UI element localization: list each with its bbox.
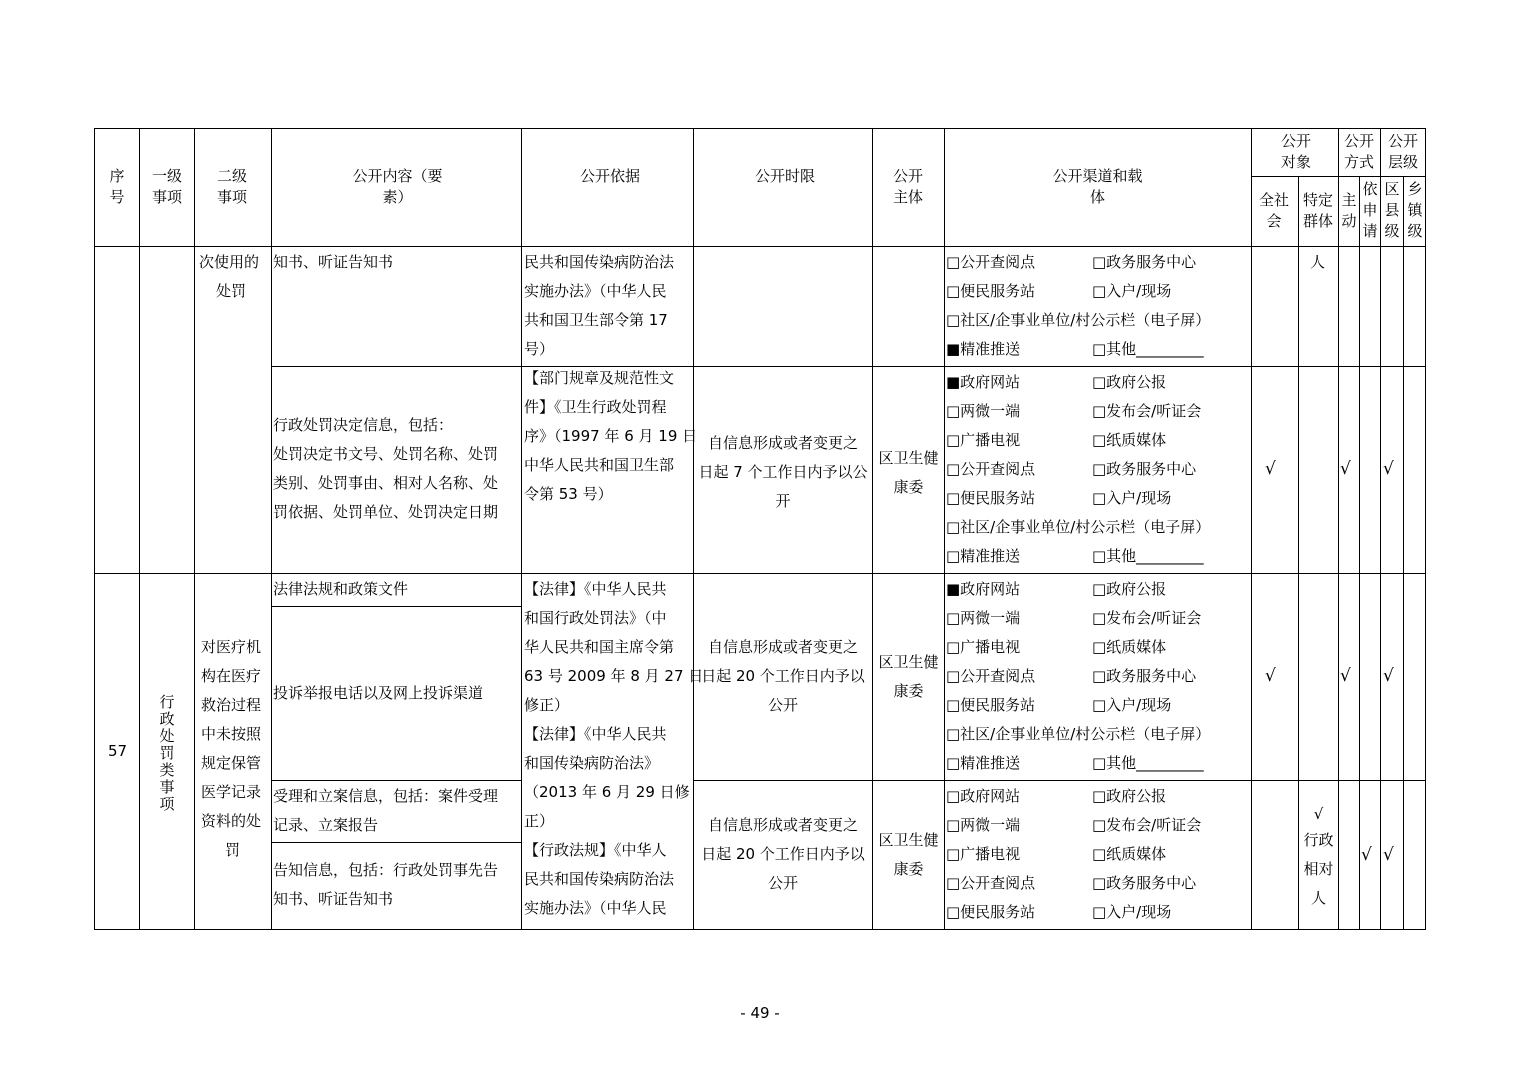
grid-line xyxy=(94,929,1426,930)
header-seq: 序号 xyxy=(109,167,125,206)
header-subject: 公开主体 xyxy=(892,167,923,206)
header-target-group: 特定群体 xyxy=(1302,191,1333,230)
block2-basis-line: 华人民共和国主席令第 xyxy=(524,638,675,656)
block2-content-a: 法律法规和政策文件 xyxy=(273,580,409,598)
channel-option: □公开查阅点 xyxy=(946,874,1036,892)
block2-level2-line: 构在医疗 xyxy=(201,667,262,685)
header-target: 公开对象 xyxy=(1280,132,1311,171)
grid-line xyxy=(94,573,1426,574)
header-basis: 公开依据 xyxy=(580,167,641,185)
block2-check-request-2: √ xyxy=(1361,845,1372,865)
block1-deadline-line: 日起 7 个工作日内予以公 xyxy=(698,463,868,481)
header-level1: 一级事项 xyxy=(151,167,182,206)
channel-option: □入户/现场 xyxy=(1092,489,1172,507)
channel-option: □广播电视 xyxy=(946,845,1021,863)
block2-basis-line: 实施办法》（中华人民 xyxy=(524,899,667,917)
block2-basis-line: 【行政法规】《中华人 xyxy=(524,841,667,859)
block2-level2-line: 规定保管 xyxy=(201,754,262,772)
block1-basis-main-line: 中华人民共和国卫生部 xyxy=(524,456,675,474)
block1-level2-line: 处罚 xyxy=(216,282,247,300)
grid-line xyxy=(94,246,1426,247)
block2-deadline2-line: 日起 20 个工作日内予以 xyxy=(701,845,865,863)
channel-option: □政府公报 xyxy=(1092,787,1167,805)
channel-option: □政务服务中心 xyxy=(1092,874,1197,892)
grid-line xyxy=(271,366,1426,367)
block2-level2-line: 资料的处 xyxy=(201,812,262,830)
block2-group2-line: 行政 xyxy=(1303,831,1334,849)
block2-subject1-line: 康委 xyxy=(893,682,924,700)
channel-option: □便民服务站 xyxy=(946,696,1036,714)
header-level: 公开层级 xyxy=(1387,132,1418,171)
grid-line xyxy=(521,128,522,930)
grid-line xyxy=(693,128,694,930)
channel-option: □两微一端 xyxy=(946,609,1021,627)
grid-line xyxy=(872,128,873,930)
channel-option: □精准推送 xyxy=(946,754,1021,772)
block2-basis-line: 民共和国传染病防治法 xyxy=(524,870,675,888)
block2-content-c-line: 受理和立案信息，包括：案件受理 xyxy=(273,787,499,805)
block1-content-line: 罚依据、处罚单位、处罚决定日期 xyxy=(273,503,499,521)
block1-subject-line: 康委 xyxy=(893,478,924,496)
channel-option: □公开查阅点 xyxy=(946,667,1036,685)
channel-option: □纸质媒体 xyxy=(1092,431,1167,449)
block2-check-all-1: √ xyxy=(1265,666,1276,686)
block1-content-line: 处罚决定书文号、处罚名称、处罚 xyxy=(273,445,499,463)
header-channel: 公开渠道和载体 xyxy=(1052,167,1143,206)
channel-option: □两微一端 xyxy=(946,816,1021,834)
grid-line xyxy=(944,128,945,930)
grid-line xyxy=(1425,128,1426,930)
channel-option: ■政府网站 xyxy=(946,580,1021,598)
block2-check-county-1: √ xyxy=(1383,666,1394,686)
channel-option: □公开查阅点 xyxy=(946,460,1036,478)
block2-deadline1-line: 自信息形成或者变更之 xyxy=(707,638,858,656)
header-level-town: 乡镇级 xyxy=(1407,180,1423,240)
block1-basis-main-line: 件】《卫生行政处罚程 xyxy=(524,398,667,416)
grid-line xyxy=(1359,176,1360,930)
header-method-request: 依申请 xyxy=(1362,180,1378,240)
channel-option: □入户/现场 xyxy=(1092,903,1172,921)
block1-level2-line: 次使用的 xyxy=(199,253,260,271)
channel-option: □其他_________ xyxy=(1092,340,1204,358)
grid-line xyxy=(1403,176,1404,930)
channel-option: □政务服务中心 xyxy=(1092,667,1197,685)
channel-option: □发布会/听证会 xyxy=(1092,402,1202,420)
grid-line xyxy=(271,780,521,781)
block2-subject2-line: 康委 xyxy=(893,860,924,878)
channel-option: □公开查阅点 xyxy=(946,253,1036,271)
block1-subject-line: 区卫生健 xyxy=(878,449,939,467)
channel-option: □政务服务中心 xyxy=(1092,460,1197,478)
channel-option: □两微一端 xyxy=(946,402,1021,420)
block2-content-b: 投诉举报电话以及网上投诉渠道 xyxy=(273,684,484,702)
header-level2: 二级事项 xyxy=(216,167,247,206)
block2-subject1-line: 区卫生健 xyxy=(878,653,939,671)
channel-option: ■政府网站 xyxy=(946,373,1021,391)
grid-line xyxy=(94,128,1426,129)
channel-option: □纸质媒体 xyxy=(1092,845,1167,863)
block2-level2-line: 中未按照 xyxy=(201,725,262,743)
header-method-active: 主动 xyxy=(1341,191,1357,230)
block2-check-county-2: √ xyxy=(1383,845,1394,865)
channel-option: □广播电视 xyxy=(946,638,1021,656)
channel-option: □其他_________ xyxy=(1092,547,1204,565)
grid-line xyxy=(194,128,195,930)
header-level-county: 区县级 xyxy=(1384,180,1400,240)
grid-line xyxy=(271,606,521,607)
block2-level2-line: 罚 xyxy=(225,841,241,859)
block1-check-active: √ xyxy=(1340,459,1351,479)
channel-option: □政府网站 xyxy=(946,787,1021,805)
block2-basis-line: 修正） xyxy=(524,696,570,714)
channel-option: ■精准推送 xyxy=(946,340,1021,358)
block1-basis-line: 号） xyxy=(524,340,555,358)
page-number: - 49 - xyxy=(740,1004,780,1022)
block2-subject2-line: 区卫生健 xyxy=(878,831,939,849)
block2-basis-line: 【法律】《中华人民共 xyxy=(524,580,667,598)
block2-content-d-line: 知书、听证告知书 xyxy=(273,890,394,908)
grid-line xyxy=(271,842,521,843)
channel-option: □发布会/听证会 xyxy=(1092,609,1202,627)
block1-basis-line: 共和国卫生部令第 17 xyxy=(524,311,668,329)
block1-basis-main-line: 【部门规章及规范性文 xyxy=(524,369,675,387)
block1-deadline-line: 自信息形成或者变更之 xyxy=(707,434,858,452)
block2-basis-line: 和国行政处罚法》（中 xyxy=(524,609,667,627)
channel-option: □社区/企事业单位/村公示栏（电子屏） xyxy=(946,725,1211,743)
block2-basis-line: 【法律】《中华人民共 xyxy=(524,725,667,743)
grid-line xyxy=(271,128,272,930)
channel-option: □政府公报 xyxy=(1092,373,1167,391)
block1-check-all: √ xyxy=(1265,459,1276,479)
block2-deadline2-line: 公开 xyxy=(767,874,798,892)
block1-deadline-line: 开 xyxy=(775,492,791,510)
channel-option: □社区/企事业单位/村公示栏（电子屏） xyxy=(946,518,1211,536)
channel-option: □广播电视 xyxy=(946,431,1021,449)
grid-line xyxy=(139,128,140,930)
channel-option: □发布会/听证会 xyxy=(1092,816,1202,834)
header-target-all: 全社会 xyxy=(1258,191,1289,230)
block2-basis-line: 正） xyxy=(524,812,555,830)
block1-content-line: 类别、处罚事由、相对人名称、处 xyxy=(273,474,499,492)
grid-line xyxy=(1380,128,1381,930)
block1-basis-line: 实施办法》（中华人民 xyxy=(524,282,667,300)
channel-option: □便民服务站 xyxy=(946,282,1036,300)
channel-option: □其他_________ xyxy=(1092,754,1204,772)
block1-basis-main-line: 令第 53 号） xyxy=(524,485,613,503)
header-content: 公开内容（要素） xyxy=(352,167,443,206)
channel-option: □入户/现场 xyxy=(1092,282,1172,300)
block2-basis-line: （2013 年 6 月 29 日修 xyxy=(524,783,690,801)
block2-group2-line: 相对 xyxy=(1303,860,1334,878)
block1-basis-line: 民共和国传染病防治法 xyxy=(524,253,675,271)
block2-level2-line: 医学记录 xyxy=(201,783,262,801)
block2-level2-line: 救治过程 xyxy=(201,696,262,714)
block2-deadline1-line: 公开 xyxy=(767,696,798,714)
grid-line xyxy=(1338,128,1339,930)
header-deadline: 公开时限 xyxy=(755,167,816,185)
block2-check-active-1: √ xyxy=(1340,666,1351,686)
block1-content-top: 知书、听证告知书 xyxy=(273,253,394,271)
channel-option: □政务服务中心 xyxy=(1092,253,1197,271)
channel-option: □入户/现场 xyxy=(1092,696,1172,714)
block2-content-d-line: 告知信息，包括：行政处罚事先告 xyxy=(273,861,499,879)
channel-option: □社区/企事业单位/村公示栏（电子屏） xyxy=(946,311,1211,329)
block2-deadline2-line: 自信息形成或者变更之 xyxy=(707,816,858,834)
block2-level2-line: 对医疗机 xyxy=(201,638,262,656)
channel-option: □纸质媒体 xyxy=(1092,638,1167,656)
channel-option: □精准推送 xyxy=(946,547,1021,565)
block2-deadline1-line: 日起 20 个工作日内予以 xyxy=(701,667,865,685)
block2-level1: 行政处罚类事项 xyxy=(159,693,175,813)
channel-option: □政府公报 xyxy=(1092,580,1167,598)
block2-group2-line: 人 xyxy=(1310,889,1326,907)
grid-line xyxy=(693,780,1426,781)
grid-line xyxy=(1251,128,1252,930)
block2-content-c-line: 记录、立案报告 xyxy=(273,816,379,834)
block2-basis-line: 63 号 2009 年 8 月 27 日 xyxy=(524,667,704,685)
block1-check-county: √ xyxy=(1383,459,1394,479)
channel-option: □便民服务站 xyxy=(946,489,1036,507)
block1-content-line: 行政处罚决定信息，包括： xyxy=(273,416,454,434)
header-method: 公开方式 xyxy=(1343,132,1374,171)
channel-option: □便民服务站 xyxy=(946,903,1036,921)
block1-group-top: 人 xyxy=(1310,253,1326,271)
grid-line xyxy=(94,128,95,930)
block2-seq: 57 xyxy=(108,742,128,760)
block2-group2-line: √ xyxy=(1313,805,1324,823)
block2-basis-line: 和国传染病防治法》 xyxy=(524,754,660,772)
block1-basis-main-line: 序》（1997 年 6 月 19 日 xyxy=(524,427,698,445)
